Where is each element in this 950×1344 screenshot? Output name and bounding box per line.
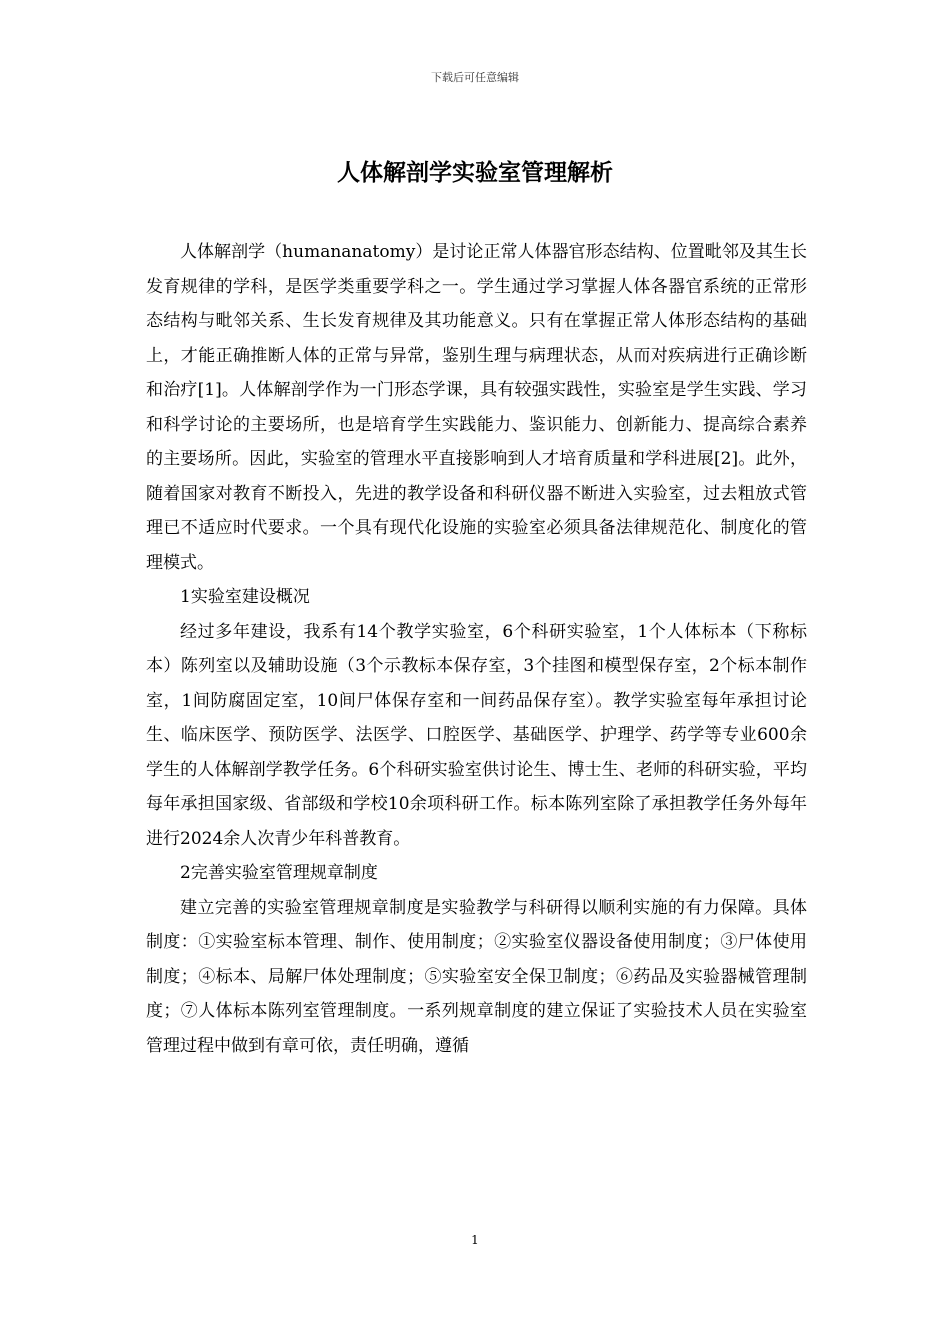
page-number: 1 (471, 1233, 479, 1247)
paragraph-intro: 人体解剖学（humananatomy）是讨论正常人体器官形态结构、位置毗邻及其生长发育规律的学科，是医学类重要学科之一。学生通过学习掌握人体各器官系统的正常形态结构与毗邻关系、生长发育规律及其功能意义。只有在掌握正常人体形态结构的基础上，才能正确推断人体的正常与异常，鉴别生理与病理状态，从而对疾病进行正确诊断和治疗[1]。人体解剖学作为一门形态学课，具有较强实践性，实验室是学生实践、学习和科学讨论的主要场所，也是培育学生实践能力、鉴识能力、创新能力、提高综合素养的主要场所。因此，实验室的管理水平直接影响到人才培育质量和学科进展[2]。此外，随着国家对教育不断投入，先进的教学设备和科研仪器不断进入实验室，过去粗放式管理已不适应时代要求。一个具有现代化设施的实验室必须具备法律规范化、制度化的管理模式。 (146, 242, 807, 573)
document-title: 人体解剖学实验室管理解析 (337, 160, 613, 186)
section-heading-1: 1实验室建设概况 (180, 587, 310, 607)
paragraph-section-2: 建立完善的实验室管理规章制度是实验教学与科研得以顺利实施的有力保障。具体制度：①实验室标本管理、制作、使用制度；②实验室仪器设备使用制度；③尸体使用制度；④标本、局解尸体处理制度；⑤实验室安全保卫制度；⑥药品及实验器械管理制度；⑦人体标本陈列室管理制度。一系列规章制度的建立保证了实验技术人员在实验室管理过程中做到有章可依，责任明确，遵循 (146, 897, 807, 1056)
paragraph-section-1: 经过多年建设，我系有14个教学实验室，6个科研实验室，1个人体标本（下称标本）陈列室以及辅助设施（3个示教标本保存室，3个挂图和模型保存室，2个标本制作室，1间防腐固定室，10间尸体保存室和一间药品保存室）。教学实验室每年承担讨论生、临床医学、预防医学、法医学、口腔医学、基础医学、护理学、药学等专业600余学生的人体解剖学教学任务。6个科研实验室供讨论生、博士生、老师的科研实验，平均每年承担国家级、省部级和学校10余项科研工作。标本陈列室除了承担教学任务外每年进行2024余人次青少年科普教育。 (146, 621, 807, 849)
section-heading-2: 2完善实验室管理规章制度 (180, 863, 378, 883)
document-body (146, 235, 807, 1063)
page-header: 下载后可任意编辑 (431, 71, 519, 84)
